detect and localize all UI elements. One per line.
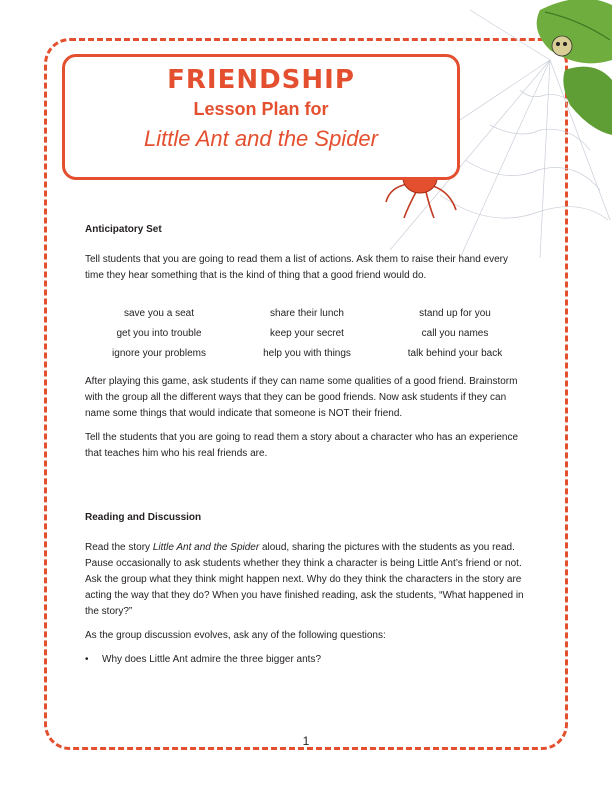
reading-text-start: Read the story [85,542,153,553]
action-item: help you with things [263,348,351,359]
actions-list [85,306,529,362]
book-title-inline: Little Ant and the Spider [152,542,260,553]
action-item: share their lunch [270,308,344,319]
reading-paragraph [85,540,529,620]
book-title: Little Ant and the Spider [143,126,378,151]
action-item: keep your secret [270,328,344,339]
action-item: ignore your problems [112,348,206,359]
reading-discussion-heading: Reading and Discussion [85,512,202,523]
lesson-plan-subtitle: Lesson Plan for [193,99,329,119]
question-list [85,652,529,668]
page-number: 1 [302,734,310,748]
story-intro-paragraph: Tell the students that you are going to read them a story about a character who has an experience that teaches him who his real friends are. [85,432,519,459]
leaf-illustration [510,0,612,140]
title-box [62,54,460,180]
anticipatory-set-heading: Anticipatory Set [85,224,162,235]
discussion-intro: As the group discussion evolves, ask any of the following questions: [85,630,386,641]
action-item: talk behind your back [407,348,503,359]
action-item: call you names [421,328,489,339]
after-game-paragraph: After playing this game, ask students if they can name some qualities of a good friend. Brainstorm with the group all the different ways that they can be good friends. Now ask students if they can name some things that would indicate that someone is NOT their friend. [85,376,518,419]
question-item: • Why does Little Ant admire the three bigger ants? [102,652,529,668]
action-item: stand up for you [419,308,491,319]
anticipatory-intro: Tell students that you are going to read them a list of actions. Ask them to raise their hand every time they hear something that is the kind of thing that a good friend would do. [85,254,509,281]
lesson-content [85,222,529,668]
action-item: get you into trouble [116,328,202,339]
action-item: save you a seat [123,308,195,319]
reading-text-end: aloud, sharing the pictures with the students as you read. Pause occasionally to ask students whether they think a character is being Little Ant’s friend or not. Ask the group what they think might happen next. Why do they think the characters in the story are acting the way that they do? When you have finished reading, ask the students, “What happened in the story?” [85,542,524,617]
page-title: FRIENDSHIP [167,65,355,95]
